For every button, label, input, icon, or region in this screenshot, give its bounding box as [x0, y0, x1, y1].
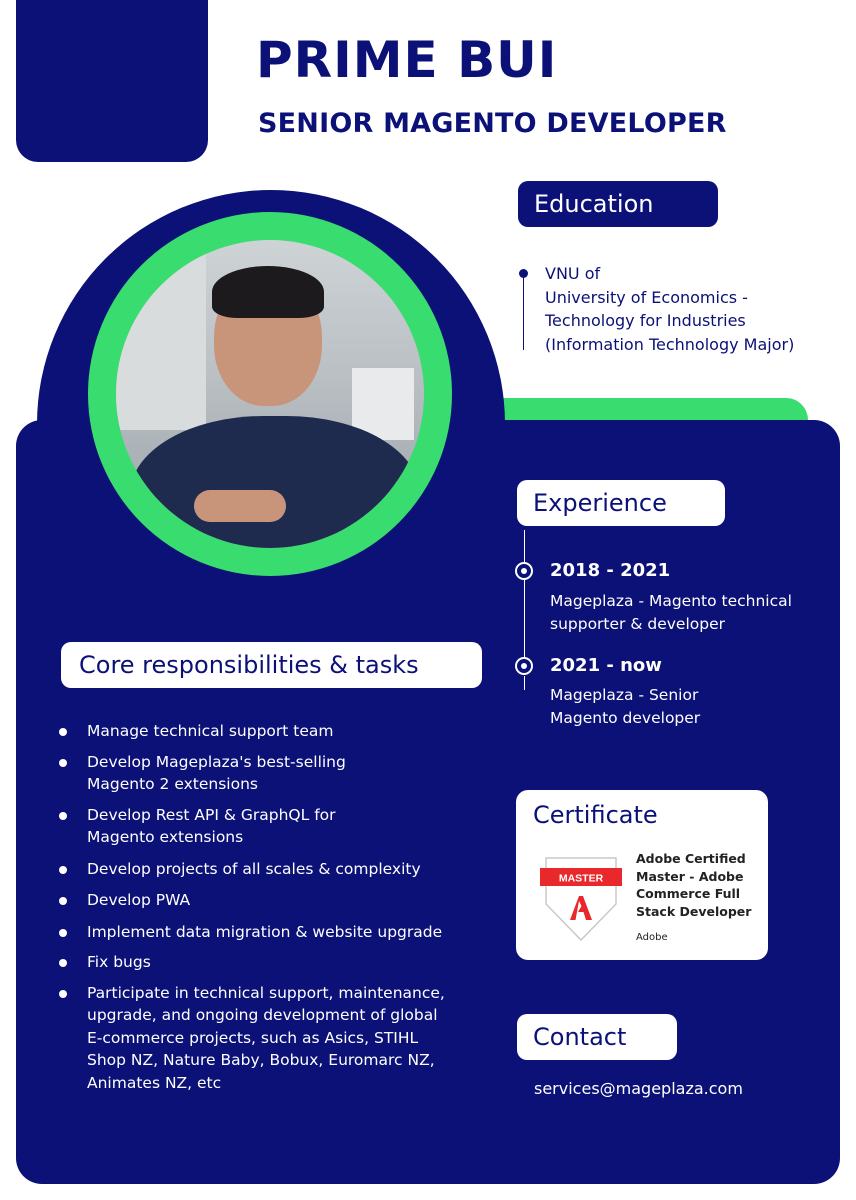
- contact-heading: Contact: [517, 1014, 677, 1060]
- list-item: Manage technical support team: [57, 720, 477, 743]
- job-title: SENIOR MAGENTO DEVELOPER: [258, 108, 727, 139]
- header-corner-block: [16, 0, 208, 162]
- list-item: Participate in technical support, maintenance, upgrade, and ongoing development of global E-commerce projects, such as Asics, STIHL Shop NZ, Nature Baby, Bobux, Euromarc NZ, Animates NZ, etc: [57, 982, 477, 1095]
- experience-description: [550, 684, 700, 729]
- responsibilities-list: [57, 720, 477, 1094]
- badge-label: MASTER: [558, 872, 604, 885]
- list-item: Develop Rest API & GraphQL for Magento extensions: [57, 804, 477, 849]
- experience-desc-line: Mageplaza - Magento technical: [550, 592, 792, 610]
- experience-description: [550, 590, 792, 635]
- education-details: [545, 262, 825, 356]
- education-timeline-line: [523, 270, 524, 350]
- experience-desc-line: supporter & developer: [550, 614, 725, 633]
- list-item: Develop projects of all scales & complexity: [57, 858, 477, 881]
- timeline-marker-icon: [515, 657, 533, 675]
- list-item: Develop Mageplaza's best-selling Magento 2 extensions: [57, 751, 477, 796]
- experience-years: 2018 - 2021: [550, 560, 671, 581]
- experience-timeline-line: [524, 676, 525, 690]
- core-responsibilities-heading: Core responsibilities & tasks: [61, 642, 482, 688]
- experience-heading: Experience: [517, 480, 725, 526]
- list-item: Implement data migration & website upgrade: [57, 921, 477, 944]
- certificate-name-line: Master - Adobe: [636, 868, 744, 884]
- experience-desc-line: Magento developer: [550, 708, 701, 727]
- education-line: University of Economics -: [545, 287, 748, 307]
- certificate-name-line: Adobe Certified: [636, 851, 746, 866]
- education-bullet-icon: [519, 269, 528, 278]
- certificate-name-line: Stack Developer: [636, 903, 752, 919]
- profile-photo: [116, 240, 424, 548]
- experience-desc-line: Mageplaza - Senior: [550, 686, 699, 704]
- contact-email[interactable]: services@mageplaza.com: [534, 1079, 743, 1098]
- education-line: VNU of: [545, 264, 601, 283]
- list-item: Develop PWA: [57, 889, 477, 912]
- list-item: Fix bugs: [57, 951, 477, 974]
- person-name: PRIME BUI: [256, 31, 558, 89]
- timeline-marker-icon: [515, 562, 533, 580]
- certificate-issuer: Adobe: [636, 932, 668, 943]
- experience-years: 2021 - now: [550, 655, 662, 676]
- adobe-master-badge-icon: [538, 854, 624, 944]
- certificate-heading: Certificate: [533, 801, 658, 829]
- certificate-name-line: Commerce Full: [636, 886, 741, 901]
- certificate-name: [636, 850, 762, 920]
- education-line: Technology for Industries: [545, 311, 746, 330]
- experience-timeline-line: [524, 530, 525, 658]
- education-line: (Information Technology Major): [545, 334, 795, 354]
- education-heading: Education: [518, 181, 718, 227]
